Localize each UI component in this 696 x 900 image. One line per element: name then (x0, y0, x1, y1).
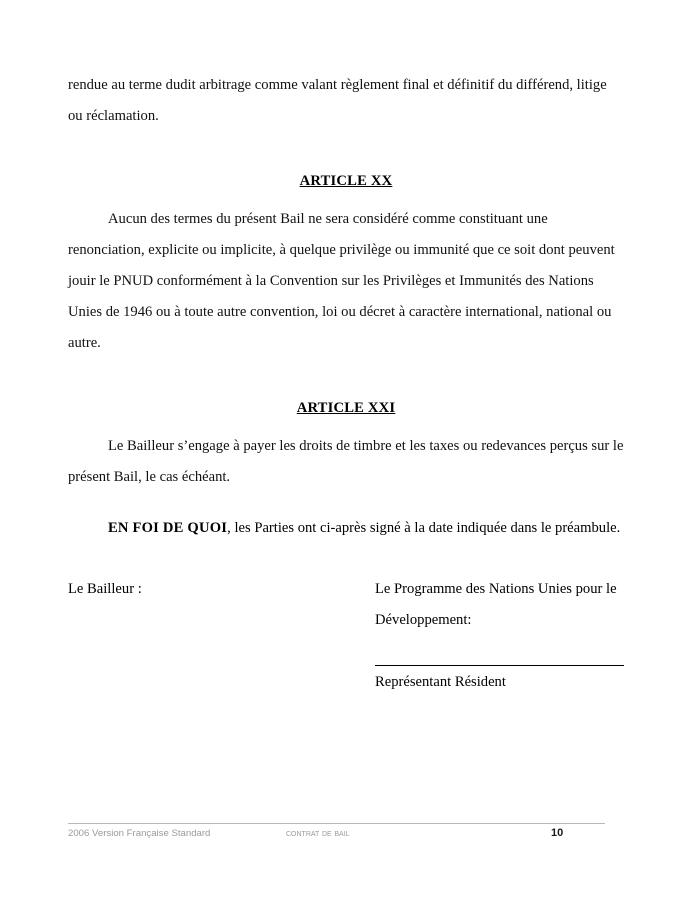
heading-article-xx-text: ARTICLE XX (299, 173, 393, 189)
spacer (68, 132, 624, 170)
footer-row (68, 828, 605, 848)
footer-divider (68, 823, 605, 824)
spacer (68, 544, 624, 574)
closing-emphasis: EN FOI DE QUOI (108, 520, 228, 536)
paragraph-article-xxi: Le Bailleur s’engage à payer les droits de timbre et les taxes ou redevances perçus sur le présent Bail, le cas échéant. (68, 438, 624, 485)
spacer (68, 419, 624, 431)
heading-article-xxi-text: ARTICLE XXI (296, 400, 396, 416)
closing-rest: , les Parties ont ci-après signé à la date indiquée dans le préambule. (227, 520, 621, 536)
spacer (68, 493, 624, 513)
footer-page-number: 10 (551, 827, 564, 839)
signature-right-party-label-line1: Le Programme des Nations Unies pour le (375, 581, 617, 597)
spacer (68, 359, 624, 397)
signature-right-party-label-line2: Développement: (375, 612, 472, 628)
heading-article-xxi (68, 397, 624, 419)
signature-caption-resident-representative: Représentant Résident (375, 674, 506, 690)
heading-article-xx (68, 170, 624, 192)
footer-document-title: contrat de bail (286, 828, 350, 839)
signature-right-party (375, 574, 624, 695)
paragraph-continued: rendue au terme dudit arbitrage comme valant règlement final et définitif du différend, litige ou réclamation. (68, 77, 607, 124)
paragraph-article-xx: Aucun des termes du présent Bail ne sera considéré comme constituant une renonciation, explicite ou implicite, à quelque privilège ou immunité que ce soit dont peuvent jouir le PNUD conformément à la Convention sur les Privilèges et Immunités des Nations Unies de 1946 ou à toute autre convention, loi ou décret à caractère international, national ou autre. (68, 211, 615, 351)
spacer (68, 192, 624, 204)
signature-left-party-label: Le Bailleur : (68, 581, 142, 597)
closing-statement (68, 513, 624, 544)
footer-version-label: 2006 Version Française Standard (68, 828, 211, 839)
page-footer (68, 823, 605, 848)
page-content (68, 70, 624, 690)
